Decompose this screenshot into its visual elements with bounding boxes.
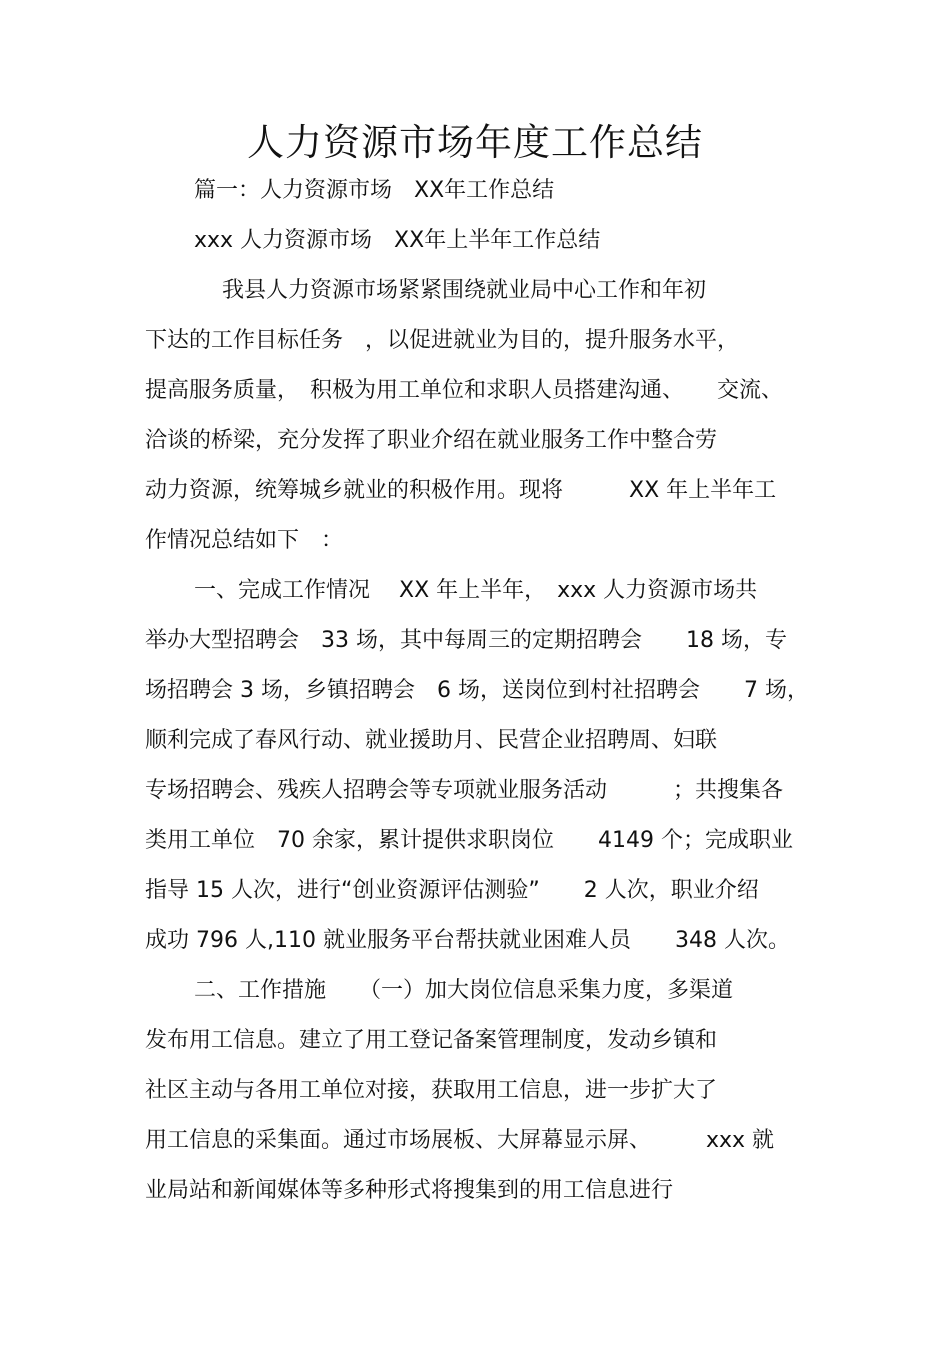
paragraph-line: 下达的工作目标任务 ，以促进就业为目的，提升服务水平， [145, 328, 740, 353]
paragraph-line: 作情况总结如下 ： [145, 528, 344, 553]
paragraph-line: 成功 796 人,110 就业服务平台帮扶就业困难人员 348 人次。 [145, 928, 790, 953]
paragraph-line: 举办大型招聘会 33 场，其中每周三的定期招聘会 18 场，专 [145, 628, 787, 653]
section-heading: 篇一：人力资源市场 XX年工作总结 [194, 178, 555, 203]
paragraph-line: 类用工单位 70 余家，累计提供求职岗位 4149 个；完成职业 [145, 828, 793, 853]
paragraph-line: 洽谈的桥梁，充分发挥了职业介绍在就业服务工作中整合劳 [145, 428, 718, 453]
paragraph-line: 顺利完成了春风行动、就业援助月、民营企业招聘周、妇联 [145, 728, 718, 753]
document-title: 人力资源市场年度工作总结 [247, 121, 703, 164]
paragraph-line: 指导 15 人次，进行“创业资源评估测验” 2 人次，职业介绍 [145, 878, 759, 903]
paragraph-line: 发布用工信息。建立了用工登记备案管理制度，发动乡镇和 [145, 1028, 718, 1053]
paragraph-line: 动力资源，统筹城乡就业的积极作用。现将 XX 年上半年工 [145, 478, 777, 503]
paragraph-line: 二、工作措施 （一）加大岗位信息采集力度，多渠道 [194, 978, 734, 1003]
paragraph-line: 社区主动与各用工单位对接，获取用工信息，进一步扩大了 [145, 1078, 718, 1103]
paragraph-line: 用工信息的采集面。通过市场展板、大屏幕显示屏、 xxx 就 [145, 1128, 775, 1153]
paragraph-line: 一、完成工作情况 XX 年上半年， xxx 人力资源市场共 [194, 578, 758, 603]
paragraph-line: 提高服务质量， 积极为用工单位和求职人员搭建沟通、 交流、 [145, 378, 784, 403]
paragraph-line: 业局站和新闻媒体等多种形式将搜集到的用工信息进行 [145, 1178, 674, 1203]
paragraph-line: 我县人力资源市场紧紧围绕就业局中心工作和年初 [222, 278, 707, 303]
paragraph-line: 场招聘会 3 场，乡镇招聘会 6 场，送岗位到村社招聘会 7 场， [145, 678, 809, 703]
paragraph-line: 专场招聘会、残疾人招聘会等专项就业服务活动 ；共搜集各 [145, 778, 784, 803]
subtitle-line: xxx 人力资源市场 XX年上半年工作总结 [194, 228, 601, 253]
